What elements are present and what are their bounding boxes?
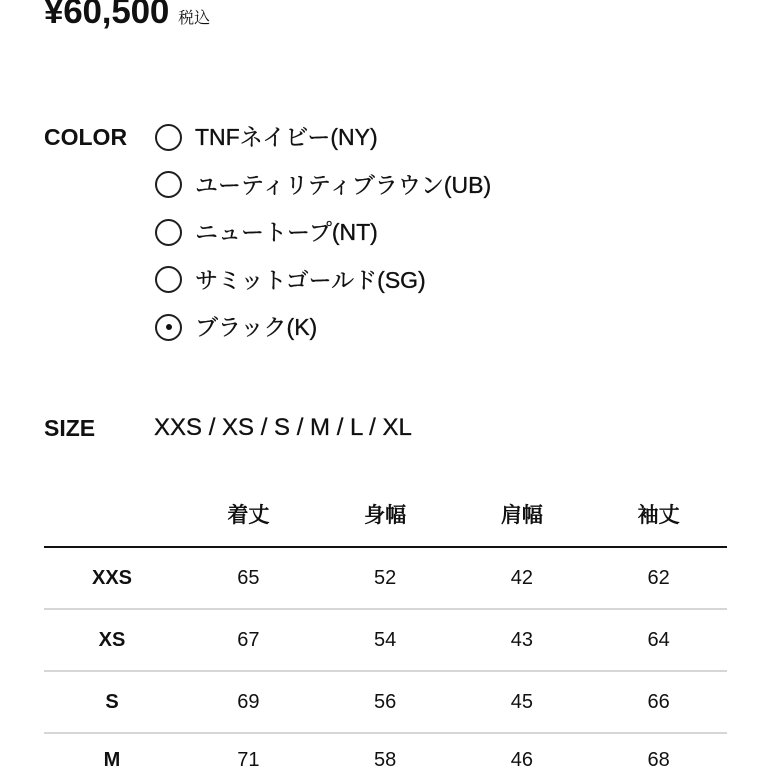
color-option-sg[interactable]	[155, 256, 491, 304]
size-cell: XS	[98, 629, 126, 651]
value-cell: 64	[647, 629, 670, 651]
radio-button[interactable]	[155, 171, 182, 198]
size-label: SIZE	[44, 415, 96, 441]
value-cell: 69	[237, 691, 260, 713]
table-row	[44, 610, 727, 672]
size-list: XXS / XS / S / M / L / XL	[154, 414, 412, 441]
table-row	[44, 672, 727, 734]
radio-button[interactable]	[155, 219, 182, 246]
value-cell: 66	[647, 691, 670, 713]
column-header-shoulder: 肩幅	[500, 503, 543, 527]
radio-button[interactable]	[155, 124, 182, 151]
radio-button-selected[interactable]	[155, 314, 182, 341]
color-label: COLOR	[44, 123, 128, 150]
tax-included-label: 税込	[178, 10, 211, 27]
column-header-body-width: 身幅	[364, 503, 407, 527]
column-header-sleeve: 袖丈	[637, 503, 680, 527]
value-cell: 54	[374, 629, 397, 651]
table-row	[44, 548, 727, 610]
size-cell: XXS	[91, 567, 133, 589]
color-option-ub[interactable]	[155, 161, 491, 209]
value-cell: 67	[237, 629, 260, 651]
value-cell: 52	[374, 567, 397, 589]
value-cell: 58	[374, 749, 397, 771]
value-cell: 46	[510, 749, 533, 771]
color-option-k[interactable]	[155, 304, 491, 352]
value-cell: 65	[237, 567, 260, 589]
price-block	[44, 0, 210, 29]
value-cell: 45	[510, 691, 533, 713]
size-chart-table	[44, 485, 727, 772]
value-cell: 62	[647, 567, 670, 589]
color-radio-group	[155, 114, 491, 352]
value-cell: 43	[510, 629, 533, 651]
value-cell: 42	[510, 567, 533, 589]
table-row	[44, 734, 727, 772]
color-option-label: ブラック(K)	[195, 314, 318, 341]
size-chart-header	[44, 485, 727, 548]
color-option-label: ニュートープ(NT)	[195, 219, 378, 246]
value-cell: 71	[237, 749, 260, 771]
value-cell: 68	[647, 749, 670, 771]
color-option-ny[interactable]	[155, 114, 491, 162]
size-cell: M	[103, 749, 121, 771]
color-option-label: ユーティリティブラウン(UB)	[195, 171, 492, 198]
color-option-nt[interactable]	[155, 209, 491, 257]
radio-button[interactable]	[155, 266, 182, 293]
size-section	[44, 408, 412, 448]
color-option-label: TNFネイビー(NY)	[195, 124, 378, 151]
color-option-label: サミットゴールド(SG)	[195, 266, 426, 293]
size-cell: S	[105, 691, 119, 713]
value-cell: 56	[374, 691, 397, 713]
color-section	[44, 114, 491, 352]
price-amount: ¥60,500	[44, 0, 170, 31]
column-header-length: 着丈	[227, 503, 270, 527]
